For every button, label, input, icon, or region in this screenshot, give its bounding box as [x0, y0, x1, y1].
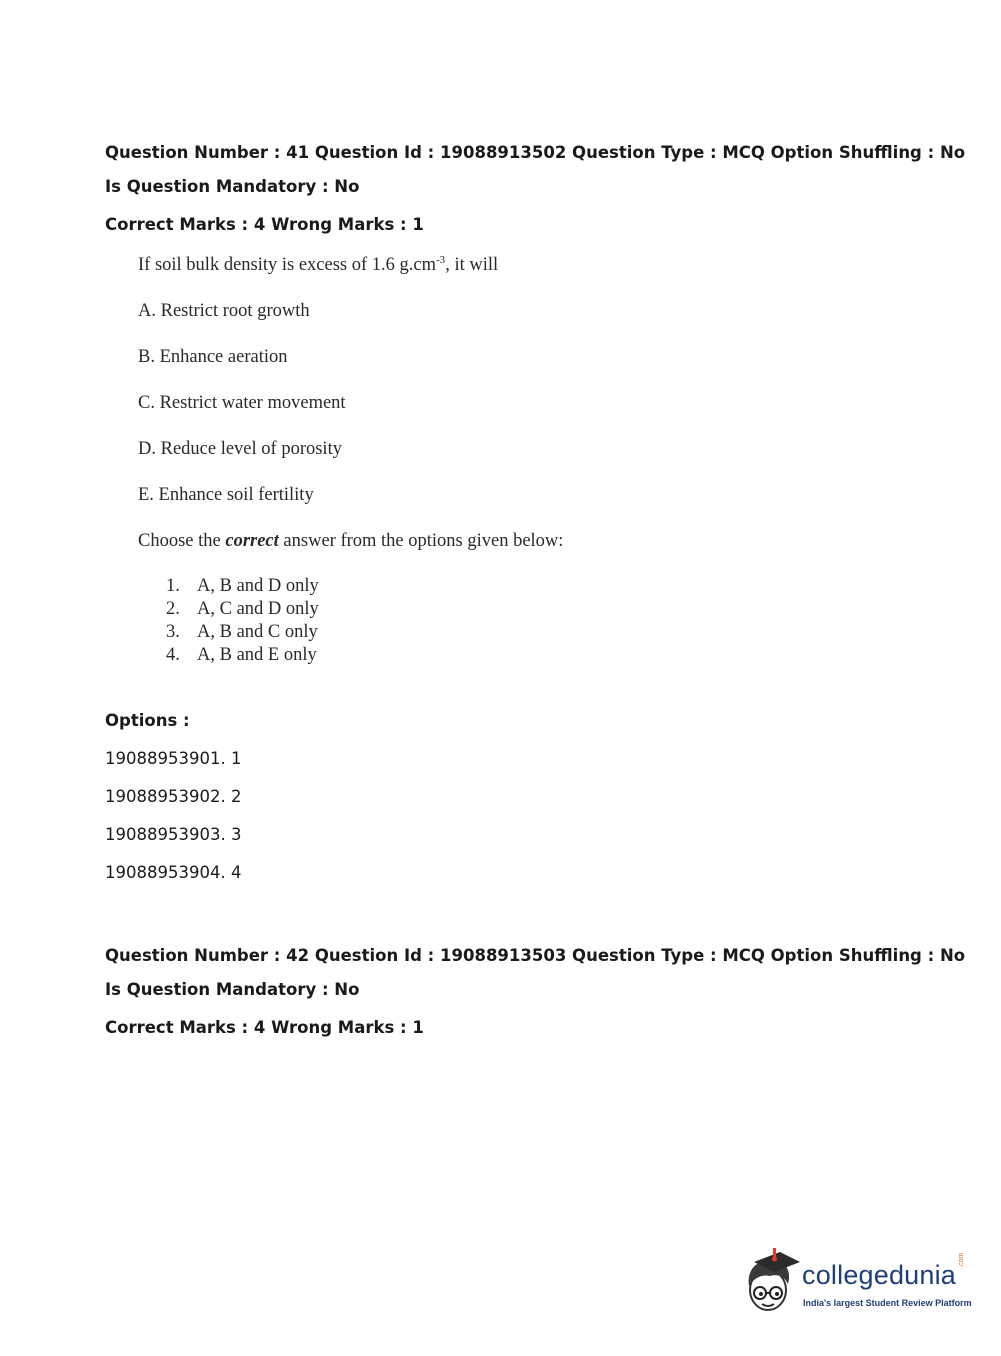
- q41-mandatory: Is Question Mandatory : No: [105, 177, 360, 196]
- q42-mandatory: Is Question Mandatory : No: [105, 980, 360, 999]
- q41-stem-main: If soil bulk density is excess of 1.6 g.cm: [138, 255, 437, 275]
- q41-stem-exponent: -3: [436, 253, 446, 266]
- q41-statement-a: A. Restrict root growth: [138, 301, 310, 321]
- answer-text: A, C and D only: [197, 599, 319, 619]
- q41-instruction-emphasis: correct: [225, 531, 279, 551]
- answer-number: 3.: [166, 622, 180, 642]
- answer-text: A, B and C only: [197, 622, 318, 642]
- answer-text: A, B and D only: [197, 576, 319, 596]
- answer-item: [166, 575, 319, 598]
- q41-statement-b: B. Enhance aeration: [138, 347, 288, 367]
- q41-marks: Correct Marks : 4 Wrong Marks : 1: [105, 215, 424, 234]
- q41-answer-list: [166, 575, 319, 667]
- q41-header: Question Number : 41 Question Id : 19088913502 Question Type : MCQ Option Shuffling : No: [105, 143, 966, 162]
- answer-item: [166, 598, 319, 621]
- option-line: 19088953904. 4: [105, 863, 242, 882]
- answer-number: 2.: [166, 599, 180, 619]
- q41-instruction: [138, 530, 563, 552]
- q41-stem: [138, 254, 498, 276]
- answer-number: 4.: [166, 645, 180, 665]
- option-line: 19088953903. 3: [105, 825, 242, 844]
- logo-tagline: India's largest Student Review Platform: [803, 1298, 972, 1308]
- option-line: 19088953902. 2: [105, 787, 242, 806]
- q41-instruction-end: answer from the options given below:: [278, 531, 564, 551]
- q42-header: Question Number : 42 Question Id : 19088913503 Question Type : MCQ Option Shuffling : No: [105, 946, 966, 965]
- q41-statement-d: D. Reduce level of porosity: [138, 439, 342, 459]
- logo-suffix: .com: [958, 1252, 965, 1268]
- q41-instruction-start: Choose the: [138, 531, 226, 551]
- q41-options-label: Options :: [105, 711, 190, 730]
- option-line: 19088953901. 1: [105, 749, 242, 768]
- q41-statement-c: C. Restrict water movement: [138, 393, 346, 413]
- logo-wordmark: collegedunia: [802, 1260, 957, 1290]
- answer-number: 1.: [166, 576, 180, 596]
- q41-statement-e: E. Enhance soil fertility: [138, 485, 314, 505]
- q41-stem-tail: , it will: [445, 255, 499, 275]
- answer-item: [166, 621, 319, 644]
- mascot-icon: [740, 1248, 802, 1320]
- collegedunia-logo[interactable]: [740, 1248, 972, 1320]
- q42-marks: Correct Marks : 4 Wrong Marks : 1: [105, 1018, 424, 1037]
- answer-text: A, B and E only: [197, 645, 317, 665]
- answer-item: [166, 644, 319, 667]
